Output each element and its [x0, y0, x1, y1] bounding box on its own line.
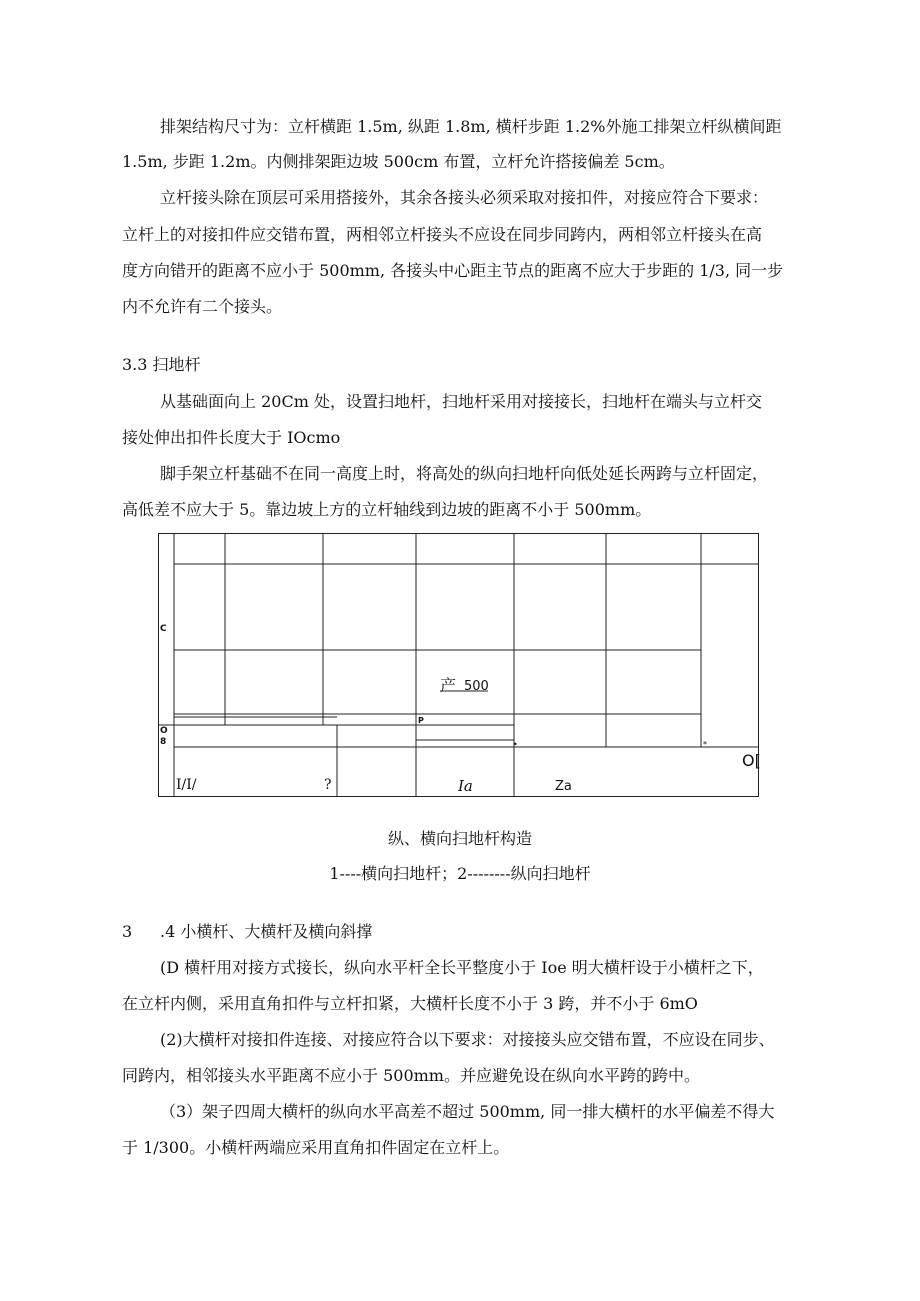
section-number-3: 3 [122, 922, 133, 941]
figure-lines [158, 533, 759, 797]
para3-line2: 接处伸出扣件长度大于 IOcmo [122, 428, 341, 447]
para7-line2: 于 1/300。小横杆两端应采用直角扣件固定在立杆上。 [122, 1138, 510, 1157]
para6-line2: 同跨内，相邻接头水平距离不应小于 500mm。并应避免设在纵向水平跨的跨中。 [122, 1066, 700, 1085]
bottom-left-label: I/I/ [176, 777, 197, 793]
label-right-o: O[ [742, 751, 761, 770]
label-ia: Ia [458, 777, 473, 795]
para4-line2: 高低差不应大于 5。靠边坡上方的立杆轴线到边坡的距离不小于 500mm。 [122, 500, 652, 519]
para6-line1: (2)大横杆对接扣件连接、对接应符合以下要求：对接接头应交错布置，不应设在同步、 [160, 1030, 775, 1049]
dot-mark-1: • [513, 740, 518, 749]
figure-legend: 1----横向扫地杆；2--------纵向扫地杆 [329, 864, 591, 883]
para5-line2: 在立杆内侧，采用直角扣件与立杆扣紧，大横杆长度不小于 3 跨，并不小于 6mO [122, 994, 698, 1013]
para2-line1: 立杆接头除在顶层可采用搭接外，其余各接头必须采取对接扣件，对接应符合下要求： [160, 188, 769, 207]
para5-line1: (D 横杆用对接方式接长，纵向水平杆全长平整度小于 Ioe 明大横杆设于小横杆之下， [160, 958, 764, 977]
label-o: O [160, 726, 168, 736]
sweep-rod-figure [158, 533, 759, 797]
dimension-mark: 产 [440, 676, 457, 695]
para1-line1: 排架结构尺寸为：立杆横距 1.5m, 纵距 1.8m, 横杆步距 1.2%外施工排架立杆纵横间距 [160, 117, 782, 136]
label-c: C [160, 624, 167, 634]
para7-line1: （3）架子四周大横杆的纵向水平高差不超过 500mm, 同一排大横杆的水平偏差不得大 [160, 1102, 775, 1121]
figure-title: 纵、横向扫地杆构造 [387, 829, 532, 848]
figure-border [159, 534, 759, 797]
para4-line1: 脚手架立杆基础不在同一高度上时，将高处的纵向扫地杆向低处延长两跨与立杆固定， [160, 464, 769, 483]
dimension-value: 500 [464, 679, 489, 694]
label-8: 8 [160, 737, 167, 747]
para1-line2: 1.5m, 步距 1.2m。内侧排架距边坡 500cm 布置，立杆允许搭接偏差 5cm。 [122, 152, 675, 171]
label-za: Za [555, 779, 572, 794]
dot-mark-2: * [703, 740, 707, 749]
bottom-question-label: ? [324, 777, 332, 793]
para3-line1: 从基础面向上 20Cm 处，设置扫地杆，扫地杆采用对接接长，扫地杆在端头与立杆交 [160, 392, 762, 411]
para2-line4: 内不允许有二个接头。 [122, 297, 283, 316]
section-heading-3-4: .4 小横杆、大横杆及横向斜撑 [160, 922, 373, 941]
para2-line2: 立杆上的对接扣件应交错布置，两相邻立杆接头不应设在同步同跨内，两相邻立杆接头在高 [122, 225, 763, 244]
para2-line3: 度方向错开的距离不应小于 500mm, 各接头中心距主节点的距离不应大于步距的 1/3, 同一步 [122, 261, 784, 280]
label-p: P [418, 716, 424, 725]
section-heading-3-3: 3.3 扫地杆 [122, 355, 201, 374]
